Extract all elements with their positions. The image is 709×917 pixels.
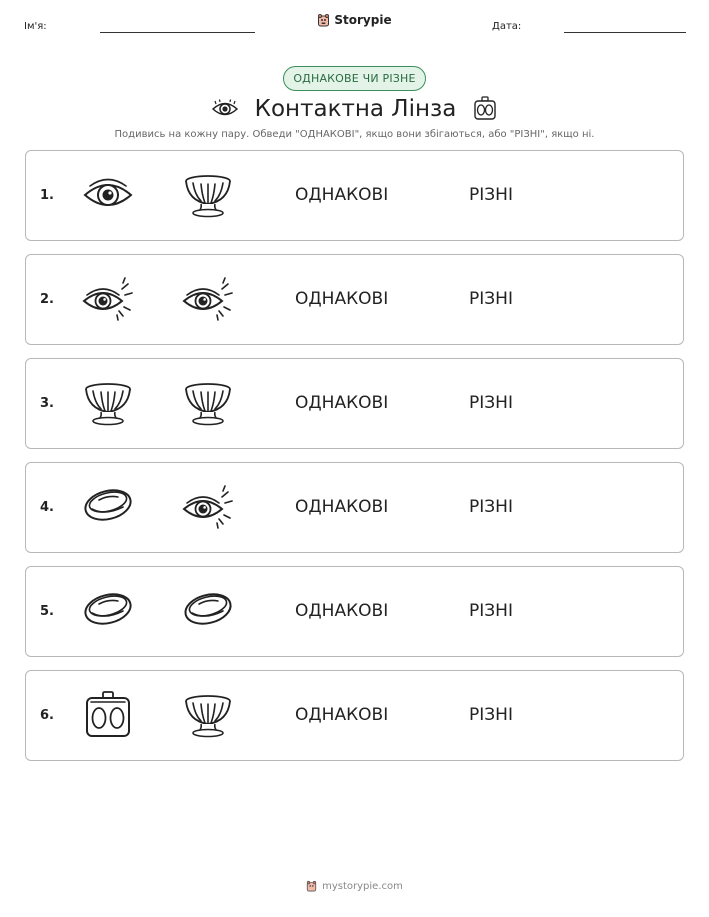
sparkle-eye-icon [81,275,135,323]
lens-icon [181,587,235,635]
right-picture [181,275,235,323]
left-picture [81,691,135,739]
exercise-row [25,670,684,761]
date-line[interactable] [564,32,686,33]
option-same[interactable]: ОДНАКОВІ [295,393,389,413]
right-picture [181,379,235,427]
option-different[interactable]: РІЗНІ [469,497,513,517]
sparkle-eye-icon [181,275,235,323]
storypie-mascot-icon [317,13,330,27]
right-picture [181,171,235,219]
storypie-mascot-icon [306,880,317,892]
option-same[interactable]: ОДНАКОВІ [295,185,389,205]
title-row [0,92,709,126]
row-number: 5. [40,604,54,619]
brand-logo [0,13,709,30]
left-picture [81,171,135,219]
option-same[interactable]: ОДНАКОВІ [295,601,389,621]
instructions: Подивись на кожну пару. Обведи "ОДНАКОВІ", якщо вони збігаються, або "РІЗНІ", якщо ні. [114,129,595,140]
lens-icon [81,483,135,531]
right-picture [181,483,235,531]
page-title: Контактна Лінза [254,96,457,122]
bowl-icon [181,691,235,739]
right-picture [181,587,235,635]
left-picture [81,275,135,323]
right-picture [181,691,235,739]
exercise-row [25,358,684,449]
name-label: Ім'я: [24,21,47,32]
left-picture [81,483,135,531]
exercise-row [25,150,684,241]
footer-url[interactable]: mystorypie.com [322,880,403,892]
footer [0,880,709,895]
lens-case-icon [472,96,498,122]
row-number: 4. [40,500,54,515]
exercise-row [25,462,684,553]
row-number: 2. [40,292,54,307]
name-line[interactable] [100,32,255,33]
brand-name: Storypie [334,13,392,27]
row-number: 3. [40,396,54,411]
left-picture [81,379,135,427]
option-different[interactable]: РІЗНІ [469,393,513,413]
eye-icon [81,171,135,219]
row-number: 1. [40,188,54,203]
option-different[interactable]: РІЗНІ [469,705,513,725]
row-number: 6. [40,708,54,723]
option-different[interactable]: РІЗНІ [469,289,513,309]
exercise-row [25,254,684,345]
option-different[interactable]: РІЗНІ [469,601,513,621]
sparkle-eye-icon [181,483,235,531]
option-different[interactable]: РІЗНІ [469,185,513,205]
bowl-icon [181,379,235,427]
exercise-row [25,566,684,657]
date-label: Дата: [492,21,522,32]
lens-case-icon [81,691,135,739]
category-badge: ОДНАКОВЕ ЧИ РІЗНЕ [283,66,426,91]
option-same[interactable]: ОДНАКОВІ [295,705,389,725]
option-same[interactable]: ОДНАКОВІ [295,497,389,517]
bowl-icon [81,379,135,427]
left-picture [81,587,135,635]
bowl-icon [181,171,235,219]
lens-icon [81,587,135,635]
option-same[interactable]: ОДНАКОВІ [295,289,389,309]
eye-icon [211,99,239,119]
